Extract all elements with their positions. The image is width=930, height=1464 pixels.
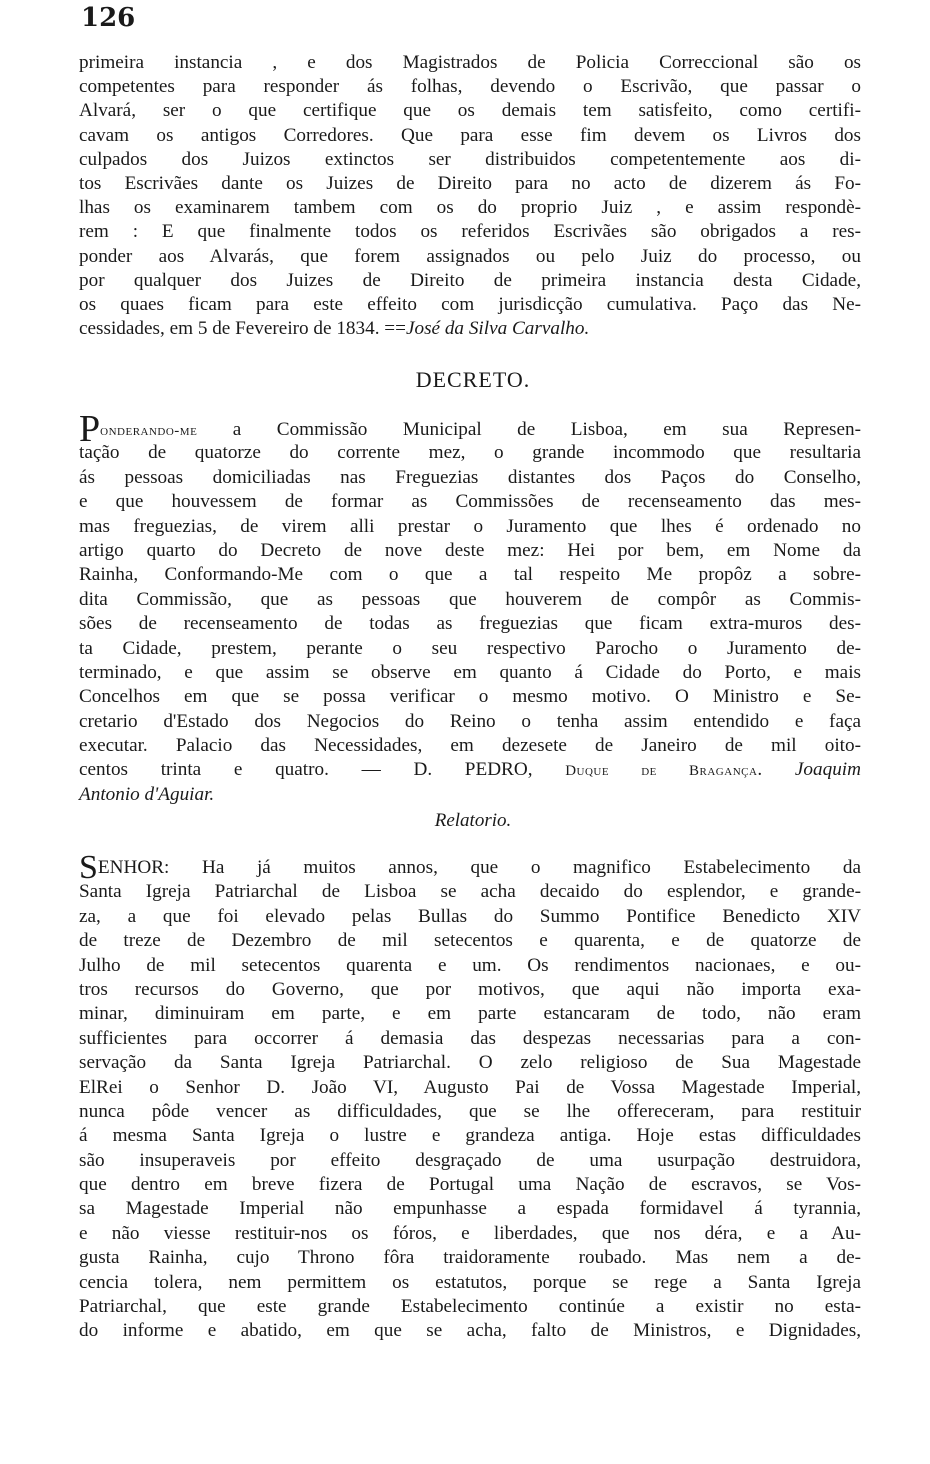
text-line: primeira instancia , e dos Magistrados de Policia Correccional são os bbox=[79, 52, 861, 73]
text-line: competentes para responder ás folhas, devendo o Escrivão, que passar o bbox=[79, 76, 861, 98]
smallcaps-opening: onderando-me bbox=[100, 423, 198, 439]
decreto-heading: DECRETO. bbox=[415, 367, 531, 392]
date-text: cessidades, em 5 de Fevereiro de 1834. == bbox=[79, 318, 406, 340]
signature-name: José da Silva Carvalho. bbox=[405, 318, 590, 340]
paragraph-portaria-ending bbox=[79, 51, 861, 341]
text-line: que dentro em breve fizera de Portugal uma Nação de escravos, se Vos- bbox=[79, 1174, 861, 1196]
text-line: á mesma Santa Igreja o lustre e grandeza antiga. Hoje estas difficuldades bbox=[79, 1125, 861, 1147]
text-line: por qualquer dos Juizes de Direito de primeira instancia desta Cidade, bbox=[79, 269, 861, 291]
text-line: tação de quatorze do corrente mez, o grande incommodo que resultaria bbox=[79, 442, 861, 464]
text-line: ta Cidade, prestem, perante o seu respectivo Parocho o Juramento de- bbox=[79, 637, 861, 659]
text-line: cencia tolera, nem permittem os estatutos, porque se rege a Santa Igreja bbox=[79, 1271, 861, 1293]
text-line: sões de recenseamento de todas as freguezias que ficam extra-muros des- bbox=[79, 613, 861, 635]
signature-line bbox=[79, 317, 861, 341]
minister-name-last: Antonio d'Aguiar. bbox=[79, 783, 215, 805]
text-line: são insuperaveis por effeito desgraçado de uma usurpação destruidora, bbox=[79, 1149, 861, 1171]
text-line: e que houvessem de formar as Commissões de recenseamento das mes- bbox=[79, 491, 861, 513]
text-line: mas freguezias, de virem alli prestar o Juramento que lhes é ordenado no bbox=[79, 515, 861, 537]
text-line: rem : E que finalmente todos os referidos Escrivães são obrigados a res- bbox=[79, 221, 861, 243]
title-braganca: Bragança bbox=[689, 763, 758, 780]
text-line: Rainha, Conformando-Me com o que a tal respeito Me propôz a sobre- bbox=[79, 564, 861, 586]
text-line: os quaes ficam para este effeito com jurisdicção cumulativa. Paço das Ne- bbox=[79, 293, 861, 315]
text-line: executar. Palacio das Necessidades, em dezesete de Janeiro de mil oito- bbox=[79, 735, 861, 757]
text-line: tros recursos do Governo, que por motivos, que aqui não importa exa- bbox=[79, 978, 861, 1000]
text-line: Patriarchal, que este grande Estabelecimento continúe a existir no esta- bbox=[79, 1296, 861, 1318]
signature-line bbox=[79, 783, 861, 807]
text-line: de treze de Dezembro de mil setecentos e quarenta, e de quatorze de bbox=[79, 930, 861, 952]
text-line: nunca pôde vencer as difficuldades, que se lhe offereceram, para restituir bbox=[79, 1100, 861, 1122]
text-line: ponder aos Alvarás, que forem assignados ou pelo Juiz do processo, ou bbox=[79, 245, 861, 267]
text-line: tos Escrivães dante os Juizes de Direito para no acto de dizerem ás Fo- bbox=[79, 172, 861, 194]
text-line: sa Magestade Imperial não empunhasse a espada formidavel á tyrannia, bbox=[79, 1198, 861, 1220]
drop-cap: S bbox=[79, 849, 98, 886]
text-line: za, a que foi elevado pelas Bullas do Summo Pontifice Benedicto XIV bbox=[79, 905, 861, 927]
text-line: sufficientes para occorrer á demasia das despezas necessarias para a con- bbox=[79, 1027, 861, 1049]
page-number: 126 bbox=[81, 3, 136, 33]
text-line: dita Commissão, que as pessoas que houverem de compôr as Commis- bbox=[79, 588, 861, 610]
text-line: ás pessoas domiciliadas nas Freguezias distantes dos Paços do Conselho, bbox=[79, 466, 861, 488]
relatorio-heading: Relatorio. bbox=[434, 810, 512, 831]
text-line: Concelhos em que se possa verificar o mesmo motivo. O Ministro e Se- bbox=[79, 686, 861, 708]
signature-line bbox=[79, 758, 861, 782]
text-line bbox=[79, 849, 861, 886]
text-line: gusta Rainha, cujo Throno fôra traidoramente roubado. Mas nem a de- bbox=[79, 1247, 861, 1269]
paragraph-decreto bbox=[79, 408, 861, 807]
text-run: . bbox=[757, 759, 795, 781]
text-line: e não viesse restituir-nos os fóros, e liberdades, que nos déra, e a Au- bbox=[79, 1222, 861, 1244]
title-duque: Duque de bbox=[565, 763, 690, 780]
text-run: centos trinta e quatro. — D. PEDRO, bbox=[79, 759, 566, 781]
text-line: minar, diminuiram em parte, e em parte estancaram de todo, não eram bbox=[79, 1003, 861, 1025]
text-run: a Commissão Municipal de Lisboa, em sua Represen- bbox=[197, 419, 861, 440]
text-line: Santa Igreja Patriarchal de Lisboa se acha decaido do esplendor, e grande- bbox=[79, 881, 861, 903]
text-run: ENHOR: Ha já muitos annos, que o magnifico Estabelecimento da bbox=[97, 857, 861, 878]
text-line: terminado, e que assim se observe em quanto á Cidade do Porto, e mais bbox=[79, 661, 861, 683]
text-line: cavam os antigos Corredores. Que para esse fim devem os Livros dos bbox=[79, 124, 861, 146]
text-line: ElRei o Senhor D. João VI, Augusto Pai de Vossa Magestade Imperial, bbox=[79, 1076, 861, 1098]
text-line: cretario d'Estado dos Negocios do Reino o tenha assim entendido e faça bbox=[79, 710, 861, 732]
text-line: Julho de mil setecentos quarenta e um. Os rendimentos nacionaes, e ou- bbox=[79, 954, 861, 976]
text-line: servação da Santa Igreja Patriarchal. O zelo religioso de Sua Magestade bbox=[79, 1052, 861, 1074]
text-line: culpados dos Juizos extinctos ser distribuidos competentemente aos di- bbox=[79, 148, 861, 170]
text-line: artigo quarto do Decreto de nove deste mez: Hei por bem, em Nome da bbox=[79, 539, 861, 561]
text-line bbox=[79, 408, 861, 450]
text-line: lhas os examinarem tambem com os do proprio Juiz , e assim respondè- bbox=[79, 197, 861, 219]
drop-cap: P bbox=[79, 408, 101, 450]
text-line: Alvará, ser o que certifique que os demais tem satisfeito, como certifi- bbox=[79, 100, 861, 122]
minister-name-first: Joaquim bbox=[794, 759, 861, 781]
paragraph-relatorio bbox=[79, 849, 861, 1344]
text-line: do informe e abatido, em que se acha, falto de Ministros, e Dignidades, bbox=[79, 1320, 861, 1342]
